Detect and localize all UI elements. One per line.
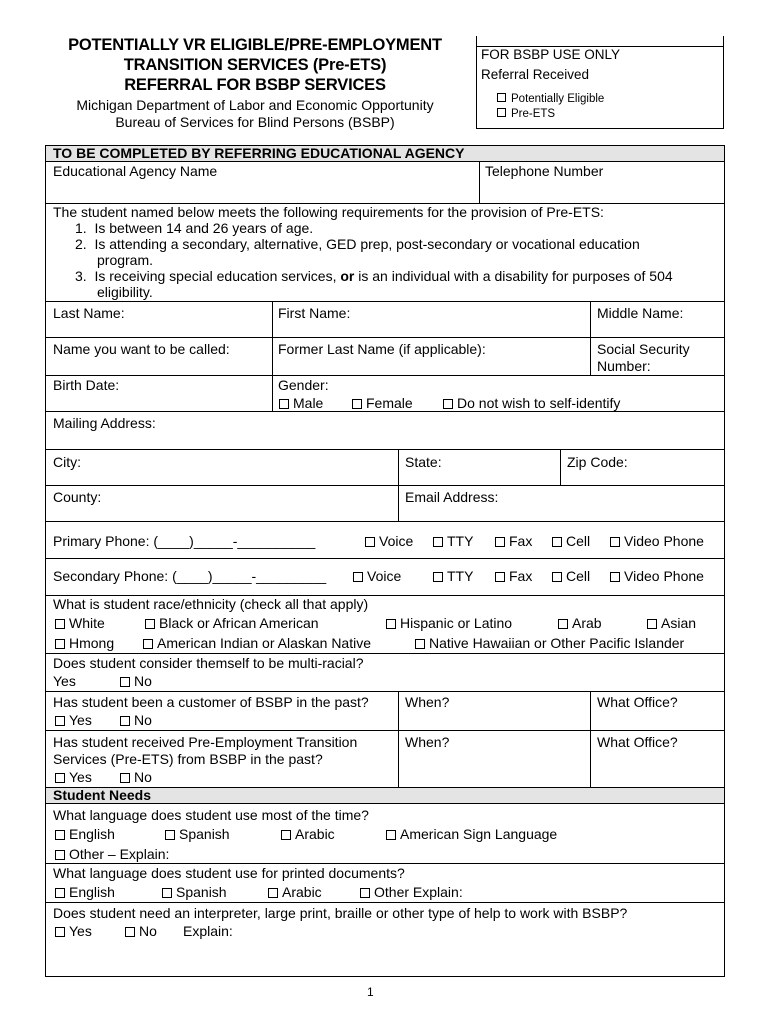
- checkbox-icon[interactable]: [279, 399, 289, 409]
- rule: [479, 161, 480, 203]
- form-right-border: [724, 145, 725, 977]
- department-name: Michigan Department of Labor and Economic Opportunity: [76, 97, 434, 113]
- secondary-tty-option[interactable]: TTY: [433, 568, 473, 584]
- rule: [560, 449, 561, 485]
- language-arabic-option[interactable]: Arabic: [281, 826, 335, 842]
- checkbox-icon[interactable]: [365, 537, 375, 547]
- rule: [398, 691, 399, 787]
- checkbox-icon[interactable]: [145, 619, 155, 629]
- printed-spanish-option[interactable]: Spanish: [162, 884, 227, 900]
- checkbox-icon[interactable]: [647, 619, 657, 629]
- help-question: Does student need an interpreter, large print, braille or other type of help to work with BSBP?: [53, 905, 628, 921]
- ssn-field[interactable]: Social Security: [597, 341, 690, 357]
- checkbox-icon[interactable]: [120, 716, 130, 726]
- rule: [45, 803, 725, 804]
- potentially-eligible-option[interactable]: Potentially Eligible: [497, 92, 604, 106]
- requirement-1: 1. Is between 14 and 26 years of age.: [75, 220, 314, 236]
- section-heading: TO BE COMPLETED BY REFERRING EDUCATIONAL AGENCY: [53, 145, 465, 161]
- race-american-indian-option[interactable]: American Indian or Alaskan Native: [143, 635, 371, 651]
- checkbox-icon[interactable]: [610, 537, 620, 547]
- preets-office-field[interactable]: What Office?: [597, 734, 678, 750]
- checkbox-icon[interactable]: [55, 639, 65, 649]
- rule: [590, 691, 591, 787]
- race-black-option[interactable]: Black or African American: [145, 615, 319, 631]
- gender-no-identify-option[interactable]: Do not wish to self-identify: [443, 395, 620, 411]
- primary-video-option[interactable]: Video Phone: [610, 533, 704, 549]
- preets-yes-option[interactable]: Yes: [55, 769, 92, 785]
- checkbox-icon[interactable]: [143, 639, 153, 649]
- rule: [45, 902, 725, 903]
- rule: [45, 337, 725, 338]
- checkbox-icon[interactable]: [443, 399, 453, 409]
- customer-when-field[interactable]: When?: [405, 694, 450, 710]
- checkbox-icon[interactable]: [120, 677, 130, 687]
- form-title-line1: POTENTIALLY VR ELIGIBLE/PRE-EMPLOYMENT: [68, 36, 442, 54]
- race-pacific-islander-option[interactable]: Native Hawaiian or Other Pacific Islander: [415, 635, 684, 651]
- race-asian-option[interactable]: Asian: [647, 615, 696, 631]
- checkbox-icon[interactable]: [55, 619, 65, 629]
- customer-yes-option[interactable]: Yes: [55, 712, 92, 728]
- city-field[interactable]: City:: [53, 454, 81, 470]
- checkbox-icon[interactable]: [120, 773, 130, 783]
- checkbox-icon[interactable]: [281, 830, 291, 840]
- gender-female-option[interactable]: Female: [352, 395, 413, 411]
- printed-english-option[interactable]: English: [55, 884, 115, 900]
- secondary-voice-option[interactable]: Voice: [353, 568, 401, 584]
- race-hispanic-option[interactable]: Hispanic or Latino: [386, 615, 512, 631]
- customer-office-field[interactable]: What Office?: [597, 694, 678, 710]
- requirement-2: 2. Is attending a secondary, alternative, GED prep, post-secondary or vocational education: [75, 236, 640, 252]
- checkbox-icon[interactable]: [360, 888, 370, 898]
- checkbox-icon[interactable]: [433, 537, 443, 547]
- printed-other-option[interactable]: Other Explain:: [360, 884, 463, 900]
- customer-question: Has student been a customer of BSBP in the past?: [53, 694, 369, 710]
- customer-no-option[interactable]: No: [120, 712, 152, 728]
- checkbox-icon[interactable]: [55, 850, 65, 860]
- rule: [45, 161, 725, 162]
- primary-fax-option[interactable]: Fax: [495, 533, 532, 549]
- zip-field[interactable]: Zip Code:: [567, 454, 628, 470]
- office-box-left-border: [476, 36, 477, 129]
- checkbox-icon[interactable]: [55, 927, 65, 937]
- checkbox-icon[interactable]: [55, 716, 65, 726]
- requirement-3: 3. Is receiving special education services, or is an individual with a disability for purposes of 504: [75, 268, 673, 284]
- preets-question-cont: Services (Pre-ETS) from BSBP in the past?: [53, 751, 323, 767]
- first-name-field[interactable]: First Name:: [278, 305, 351, 321]
- form-title-line2: TRANSITION SERVICES (Pre-ETS): [123, 56, 387, 74]
- rule: [45, 521, 725, 522]
- office-box-right-border: [723, 36, 724, 129]
- gender-label: Gender:: [278, 377, 329, 393]
- former-last-name-field[interactable]: Former Last Name (if applicable):: [278, 341, 486, 357]
- office-box-bottom-border: [476, 128, 724, 129]
- primary-voice-option[interactable]: Voice: [365, 533, 413, 549]
- secondary-cell-option[interactable]: Cell: [552, 568, 590, 584]
- rule: [45, 301, 725, 302]
- race-arab-option[interactable]: Arab: [558, 615, 602, 631]
- requirement-2-cont: program.: [97, 252, 154, 268]
- checkbox-icon[interactable]: [415, 639, 425, 649]
- checkbox-icon[interactable]: [497, 93, 506, 102]
- checkbox-icon[interactable]: [497, 108, 506, 117]
- language-asl-option[interactable]: American Sign Language: [386, 826, 557, 842]
- referral-received-label: Referral Received: [481, 67, 590, 82]
- checkbox-icon[interactable]: [433, 572, 443, 582]
- checkbox-icon[interactable]: [268, 888, 278, 898]
- checkbox-icon[interactable]: [162, 888, 172, 898]
- rule: [45, 863, 725, 864]
- preets-question: Has student received Pre-Employment Transition: [53, 734, 358, 750]
- checkbox-icon[interactable]: [495, 537, 505, 547]
- printed-language-question: What language does student use for printed documents?: [53, 865, 405, 881]
- form-title-line3: REFERRAL FOR BSBP SERVICES: [124, 76, 386, 94]
- requirements-intro: The student named below meets the following requirements for the provision of Pre-ETS:: [53, 204, 604, 220]
- checkbox-icon[interactable]: [125, 927, 135, 937]
- race-hmong-option[interactable]: Hmong: [55, 635, 114, 651]
- last-name-field[interactable]: Last Name:: [53, 305, 125, 321]
- checkbox-icon[interactable]: [552, 572, 562, 582]
- agency-name-field[interactable]: Educational Agency Name: [53, 163, 218, 179]
- mailing-address-field[interactable]: Mailing Address:: [53, 415, 156, 431]
- rule: [45, 691, 725, 692]
- language-other-option[interactable]: Other – Explain:: [55, 846, 169, 862]
- rule: [45, 976, 725, 977]
- secondary-video-option[interactable]: Video Phone: [610, 568, 704, 584]
- requirement-3-cont: eligibility.: [97, 284, 153, 300]
- county-field[interactable]: County:: [53, 489, 102, 505]
- help-explain-field[interactable]: Explain:: [183, 923, 233, 939]
- rule: [590, 301, 591, 375]
- rule: [45, 411, 725, 412]
- checkbox-icon[interactable]: [558, 619, 568, 629]
- preets-no-option[interactable]: No: [120, 769, 152, 785]
- checkbox-icon[interactable]: [552, 537, 562, 547]
- rule: [45, 653, 725, 654]
- help-yes-option[interactable]: Yes: [55, 923, 92, 939]
- page-number: 1: [367, 985, 374, 999]
- preets-when-field[interactable]: When?: [405, 734, 450, 750]
- race-white-option[interactable]: White: [55, 615, 105, 631]
- pre-ets-option[interactable]: Pre-ETS: [497, 107, 555, 121]
- primary-cell-option[interactable]: Cell: [552, 533, 590, 549]
- student-needs-heading: Student Needs: [53, 787, 152, 803]
- ssn-field-cont: Number:: [597, 358, 651, 374]
- printed-arabic-option[interactable]: Arabic: [268, 884, 322, 900]
- rule: [272, 301, 273, 411]
- checkbox-icon[interactable]: [55, 773, 65, 783]
- telephone-field[interactable]: Telephone Number: [485, 163, 604, 179]
- bureau-name: Bureau of Services for Blind Persons (BSBP): [115, 114, 395, 130]
- language-english-option[interactable]: English: [55, 826, 115, 842]
- state-field[interactable]: State:: [405, 454, 442, 470]
- primary-phone-field[interactable]: Primary Phone: (____)_____-__________: [53, 533, 316, 549]
- gender-male-option[interactable]: Male: [279, 395, 323, 411]
- birth-date-field[interactable]: Birth Date:: [53, 377, 120, 393]
- checkbox-icon[interactable]: [386, 619, 396, 629]
- checkbox-icon[interactable]: [610, 572, 620, 582]
- language-spanish-option[interactable]: Spanish: [165, 826, 230, 842]
- checkbox-icon[interactable]: [55, 888, 65, 898]
- office-use-title: FOR BSBP USE ONLY: [481, 47, 621, 62]
- rule: [45, 485, 725, 486]
- rule: [45, 375, 725, 376]
- checkbox-icon[interactable]: [386, 830, 396, 840]
- multiracial-yes-option[interactable]: Yes: [53, 673, 76, 689]
- middle-name-field[interactable]: Middle Name:: [597, 305, 684, 321]
- primary-tty-option[interactable]: TTY: [433, 533, 473, 549]
- multiracial-question: Does student consider themself to be multi-racial?: [53, 655, 364, 671]
- secondary-fax-option[interactable]: Fax: [495, 568, 532, 584]
- rule: [45, 558, 725, 559]
- checkbox-icon[interactable]: [495, 572, 505, 582]
- checkbox-icon[interactable]: [55, 830, 65, 840]
- checkbox-icon[interactable]: [352, 399, 362, 409]
- form-left-border: [45, 145, 46, 977]
- rule: [45, 449, 725, 450]
- race-question: What is student race/ethnicity (check all that apply): [53, 596, 369, 612]
- rule: [45, 730, 725, 731]
- secondary-phone-field[interactable]: Secondary Phone: (____)_____-_________: [53, 568, 327, 584]
- multiracial-no-option[interactable]: No: [120, 673, 152, 689]
- email-field[interactable]: Email Address:: [405, 489, 499, 505]
- checkbox-icon[interactable]: [353, 572, 363, 582]
- checkbox-icon[interactable]: [165, 830, 175, 840]
- help-no-option[interactable]: No: [125, 923, 157, 939]
- preferred-name-field[interactable]: Name you want to be called:: [53, 341, 230, 357]
- language-question: What language does student use most of the time?: [53, 807, 369, 823]
